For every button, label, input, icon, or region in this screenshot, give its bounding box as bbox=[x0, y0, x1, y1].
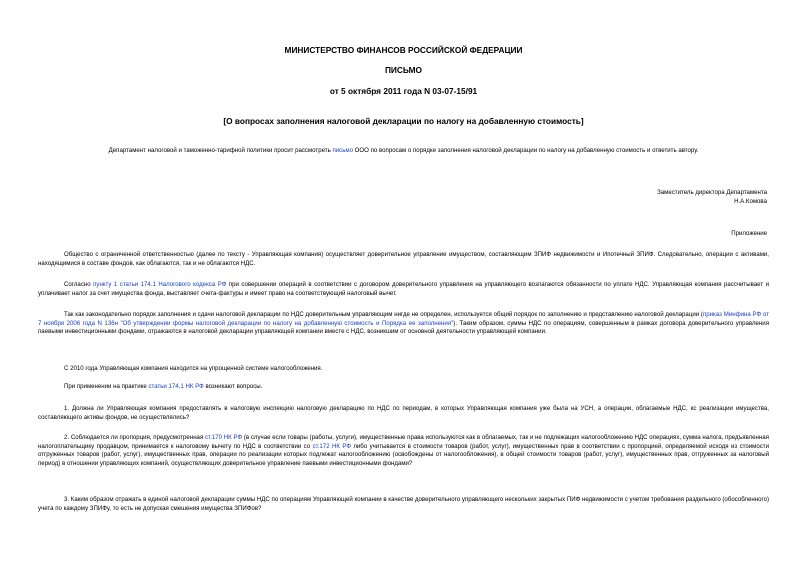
body-paragraph-2 bbox=[38, 281, 769, 298]
body-paragraph-4: С 2010 года Управляющая компания находится на упрощенной системе налогообложения. bbox=[64, 365, 323, 372]
body-paragraph-3 bbox=[38, 311, 769, 337]
question-1: 1. Должна ли Управляющая компания предоставлять в налоговую инспекцию налоговую декларацию по НДС по периодам, в которых Управляющая компания уже была на УСН, а операции, облагаемые НДС, кс реализации имущества, составляющего активы фондов, не осуществлялись? bbox=[38, 405, 769, 421]
date-number-heading: от 5 октября 2011 года N 03-07-15/91 bbox=[329, 86, 478, 96]
intro-text-2: ООО по вопросам о порядке заполнения налоговой декларации по налогу на добавленную стоимость и ответить автору. bbox=[352, 147, 699, 154]
p2-text-b: при совершении операций в соответствии с договором доверительного управления на управляющего возлагаются обязанности по уплате НДС. Управляющая компания рассчитывает и уплачивает налог за счет имущества фонда, выставляет счета-фактуры и имеет право на соответствующий налоговый вычет. bbox=[38, 281, 769, 297]
p3-text-b: ). Таким образом, суммы НДС по операциям, совершенным в рамках договора доверительного управления паевыми инвестиционными фондами, отражаются в налоговой декларации управляющей компании вместе с НДС, возникшим от основной деятельности управляющей компании. bbox=[38, 319, 769, 335]
question-3: 3. Каким образом отражать в единой налоговой декларации суммы НДС по операциям Управляющей компании в качестве доверительного управляющего нескольких закрытых ПИФ недвижимости с учетом требования раздельного (обособленного) учета по каждому ЗПИФу, то есть не допуская смешения имущества ЗПИФов? bbox=[38, 496, 769, 512]
article-174-1-nk-link[interactable]: статьи 174.1 НК РФ bbox=[148, 383, 204, 390]
signature-name: Н.А.Комова bbox=[734, 197, 767, 205]
p5-text-a: При применении на практике bbox=[64, 383, 149, 390]
intro-paragraph bbox=[0, 147, 807, 155]
q2-text-a: 2. Соблюдается ли пропорция, предусмотренная bbox=[64, 434, 205, 441]
article-170-link[interactable]: ст.170 НК РФ bbox=[205, 434, 243, 441]
question-2 bbox=[38, 434, 769, 468]
p5-text-b: возникают вопросы. bbox=[203, 383, 263, 390]
body-paragraph-1: Общество с ограниченной ответственностью (далее по тексту - Управляющая компания) осуществляет доверительное управление имуществом, составляющим ЗПИФ недвижимости и Ипотечный ЗПИФ. Следовательно, операции с активами, находящимися в составе фондов, как облагаются, так и не облагаются НДС. bbox=[38, 251, 769, 267]
ministry-heading: МИНИСТЕРСТВО ФИНАНСОВ РОССИЙСКОЙ ФЕДЕРАЦИИ bbox=[284, 45, 523, 55]
doc-type-heading: ПИСЬМО bbox=[384, 65, 423, 75]
intro-text-1: Департамент налоговой и таможенно-тарифной политики просит рассмотреть bbox=[108, 147, 333, 154]
order-136n-link[interactable]: приказ Минфина РФ от 7 ноября 2006 года N 136н "Об утверждении формы налоговой декларации по налогу на добавленную стоимость и Порядка ее заполнения" bbox=[38, 311, 770, 327]
q2-text-b: (в случае если товары (работы, услуги), имущественные права используются как в облагаемых, так и не подлежащих налогообложению НДС операциях, сумма налога, предъявленная налогоплательщику продавцом, принимается к налоговому вычету по НДС в соответствии со bbox=[38, 434, 769, 450]
article-174-1-link[interactable]: пункту 1 статьи 174.1 Налогового кодекса РФ bbox=[93, 281, 227, 288]
signature-position: Заместитель директора Департамента bbox=[657, 189, 767, 196]
signature-block bbox=[657, 189, 767, 206]
letter-link[interactable]: письмо bbox=[332, 147, 353, 154]
q2-text-c: либо учитывается в стоимости товаров (работ, услуг), имущественных прав в соответствии с пропорцией, определяемой исходя из стоимости отгруженных товаров (работ, услуг), имущественных прав, операции по реализации которых подлежат налогообложению (освобождены от налогообложения), в общей стоимости товаров (работ, услуг), имущественных прав, отгруженных за налоговый период) в отношении управляющих компаний, осуществляющих доверительное управление паевыми инвестиционными фондами? bbox=[38, 442, 769, 467]
p3-text-a: Так как законодательно порядок заполнения и сдачи налоговой декларации по НДС доверительным управляющим нигде не определен, используется общий порядок по заполнению и представлению налоговой декларации ( bbox=[64, 311, 703, 318]
p2-text-a: Согласно bbox=[64, 281, 94, 288]
subject-heading: [О вопросах заполнения налоговой декларации по налогу на добавленную стоимость] bbox=[223, 116, 584, 126]
body-paragraph-5 bbox=[38, 383, 769, 392]
appendix-label: Приложение bbox=[731, 230, 767, 237]
article-172-link[interactable]: ст.172 НК РФ bbox=[312, 442, 351, 450]
